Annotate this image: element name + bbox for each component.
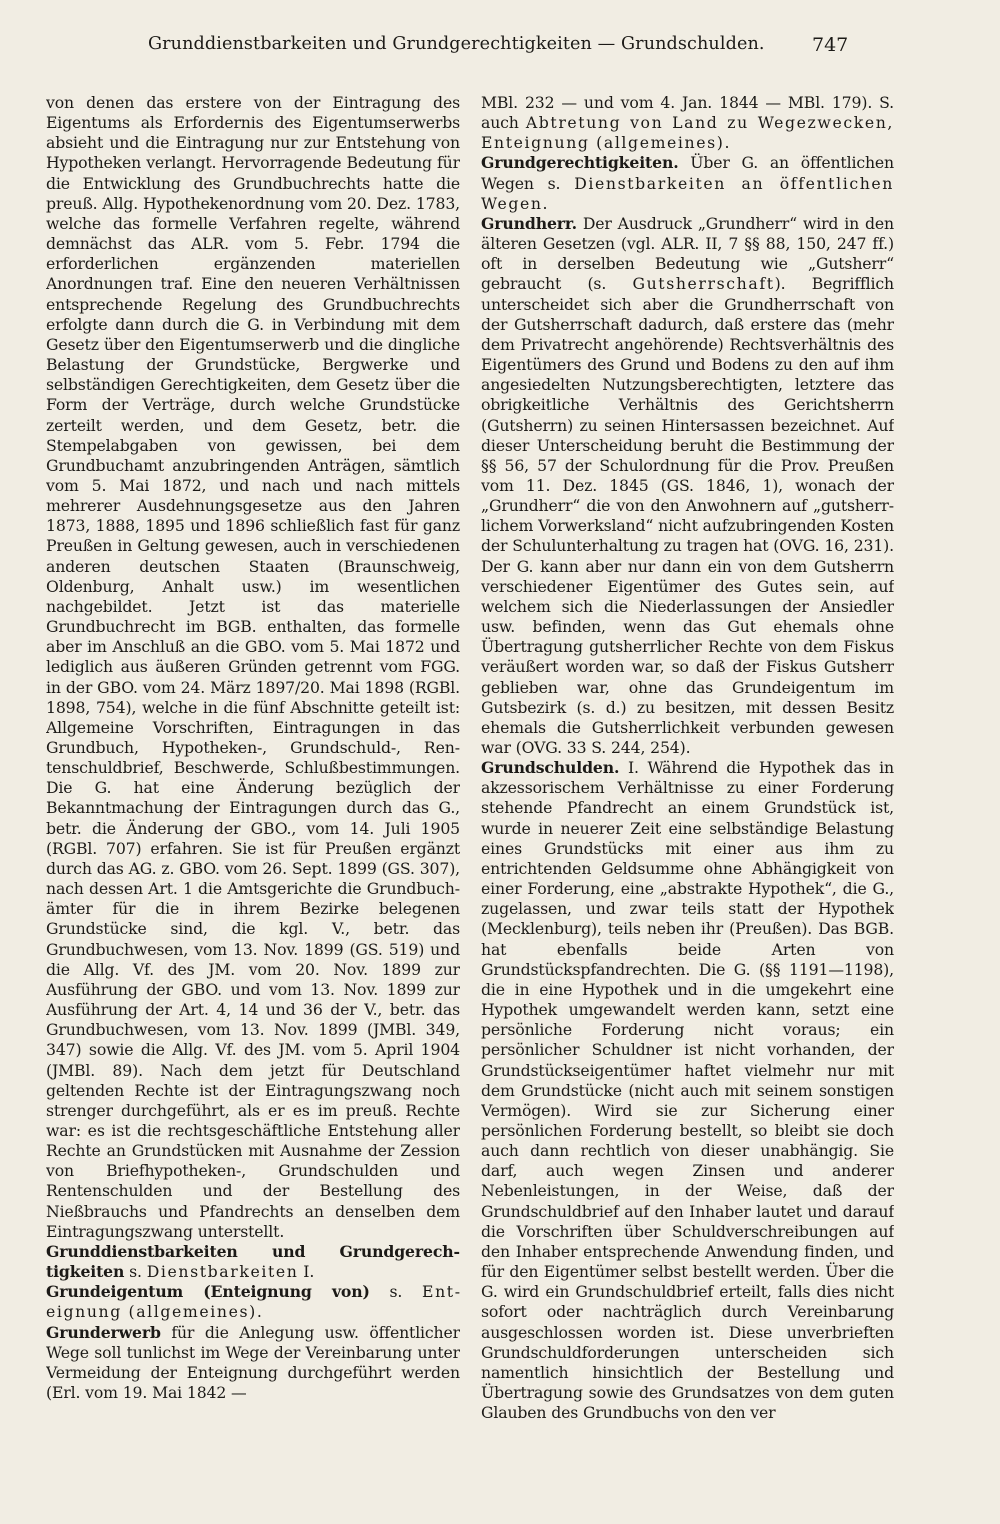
entry-grundgerechtigkeiten <box>481 153 894 213</box>
paragraph-grundbuch-continued: von denen das erstere von der Eintragung des Eigentums als Erfordernis des Eigentumserwerbs absieht und die Eintragung nur zur Entstehung von Hypotheken verlangt. Hervorragende Bedeutung für die Entwicklung des Grundbuchrechts hatte die preuß. Allg. Hypothekenordnung vom 20. Dez. 1783, welche das formelle Verfahren regelte, während demnächst das ALR. vom 5. Febr. 1794 die erforderlichen ergänzenden materiellen Anordnungen traf. Eine den neueren Verhältnissen entsprechende Regelung des Grundbuchrechts erfolgte dann durch die G. in Verbindung mit dem Gesetz über den Eigentumserwerb und die dingliche Belastung der Grundstücke, Bergwerke und selbständigen Gerechtigkeiten, dem Gesetz über die Form der Verträge, durch welche Grundstücke zerteilt werden, und dem Gesetz, betr. die Stempelabgaben von gewissen, bei dem Grundbuchamt anzubringenden Anträgen, sämtlich vom 5. Mai 1872, und nach und nach mittels mehrerer Ausdehnungsgesetze aus den Jahren 1873, 1888, 1895 und 1896 schließlich fast für ganz Preußen in Geltung gewesen, auch in verschiedenen anderen deutschen Staaten (Braunschweig, Oldenburg, Anhalt usw.) im wesentlichen nachgebildet. Jetzt ist das materielle Grundbuchrecht im BGB. enthalten, das formelle aber im Anschluß an die GBO. vom 5. Mai 1872 und lediglich aus äußeren Gründen getrennt vom FGG. in der GBO. vom 24. März 1897/20. Mai 1898 (RGBl. 1898, 754), welche in die fünf Abschnitte geteilt ist: Allgemeine Vorschriften, Eintragungen in das Grundbuch, Hypotheken-, Grundschuld-, Rentenschuldbrief, Beschwerde, Schlußbestimmungen. Die G. hat eine Änderung bezüglich der Bekanntmachung der Eintragungen durch das G., betr. die Änderung der GBO., vom 14. Juli 1905 (RGBl. 707) erfahren. Sie ist für Preußen ergänzt durch das AG. z. GBO. vom 26. Sept. 1899 (GS. 307), nach dessen Art. 1 die Amtsgerichte die Grundbuchämter für die in ihrem Bezirke belegenen Grundstücke sind, die kgl. V., betr. das Grundbuchwesen, vom 13. Nov. 1899 (GS. 519) und die Allg. Vf. des JM. vom 20. Nov. 1899 zur Ausführung der GBO. und vom 13. Nov. 1899 zur Ausführung der Art. 4, 14 und 36 der V., betr. das Grundbuchwesen, vom 13. Nov. 1899 (JMBl. 349, 347) sowie die Allg. Vf. des JM. vom 5. April 1904 (JMBl. 89). Nach dem jetzt für Deutschland geltenden Rechte ist der Eintragungszwang noch strenger durchgeführt, als er es im preuß. Rechte war: es ist die rechtsgeschäftliche Entstehung aller Rechte an Grundstücken mit Ausnahme der Zession von Briefhypotheken-, Grundschulden und Rentenschulden und der Bestellung des Nießbrauchs und Pfandrechts an denselben dem Eintragungszwang unterstellt. <box>46 93 460 1241</box>
entry-text: Über G. an öffentlichen Wegen s. <box>481 153 894 193</box>
entry-grundherr <box>481 214 894 758</box>
entry-text: s. <box>124 1262 147 1282</box>
entry-head: Grunderwerb <box>46 1322 161 1342</box>
entry-text: für die Anlegung usw. öffentlicher Wege soll tunlichst im Wege der Vereinbarung unter Vermeidung der Enteignung durchgeführt werden (Erl. vom 19. Mai 1842 — <box>46 1322 460 1402</box>
entry-grundschulden <box>481 758 894 1423</box>
entry-text: Der Ausdruck „Grundherr“ wird in den älteren Gesetzen (vgl. ALR. II, 7 §§ 88, 150, 247 ff.) oft in derselben Bedeutung wie „Gutsherr“ gebraucht (s. <box>481 213 894 294</box>
entry-text: ). Begrifflich unterscheidet sich aber die Grundherrschaft von der Gutsherrschaft dadurch, daß erstere das (mehr dem Privatrecht angehörende) Rechtsverhältnis des Eigentümers des Grund und Bodens zu den auf ihm angesiedelten Nutzungsberechtigten, letztere das obrigkeitliche Verhältnis des Gerichtsherrn (Gutsherrn) zu seinen Hintersassen bezeichnet. Auf dieser Unterscheidung beruht die Bestimmung der §§ 56, 57 der Schulordnung für die Prov. Preußen vom 11. Dez. 1845 (GS. 1846, 1), wonach der „Grundherr“ die von den Anwohnern auf „gutsherrlichem Vorwerksland“ nicht aufzubringenden Kosten der Schulunterhaltung zu tragen hat (OVG. 16, 231). Der G. kann aber nur dann ein von dem Gutsherrn verschiedener Eigentümer des Gutes sein, auf welchem sich die Niederlassungen der Ansiedler usw. befinden, wenn das Gut ehemals ohne Übertragung gutsherrlicher Rechte von dem Fiskus veräußert worden war, so daß der Fiskus Gutsherr geblieben war, ohne das Grundeigentum im Gutsbezirk (s. d.) zu besitzen, mit dessen Besitz ehemals die Gutsherrlichkeit verbunden gewesen war (OVG. 33 S. 244, 254). <box>481 274 894 757</box>
entry-grunderwerb <box>46 1323 460 1404</box>
left-column <box>46 93 460 1513</box>
entry-head: Grundeigentum (Enteignung von) <box>46 1282 370 1302</box>
entry-text: MBl. 232 — und vom 4. Jan. 1844 — MBl. 179). S. auch <box>481 93 894 133</box>
page-header <box>0 34 1000 70</box>
cross-reference: Dienstbarkeiten <box>146 1262 299 1282</box>
entry-head: Grundgerechtigkeiten. <box>481 153 679 173</box>
entry-grunddienstbarkeiten <box>46 1242 460 1282</box>
entry-text: s. <box>369 1282 423 1302</box>
running-title: Grunddienstbarkeiten und Grundgerechtigkeiten — Grundschulden. <box>148 34 765 54</box>
entry-head: Grunddienstbarkeiten und Grundgerechtigkeiten <box>46 1241 460 1282</box>
cross-reference: Gutsherrschaft <box>632 274 775 294</box>
entry-head: Grundschulden. <box>481 758 620 778</box>
page-number: 747 <box>812 34 849 56</box>
entry-grundeigentum <box>46 1282 460 1322</box>
entry-head: Grundherr. <box>481 213 577 233</box>
cross-reference: Enteignung (allgemeines). <box>46 1282 460 1322</box>
right-column <box>481 93 894 1513</box>
cross-reference: Abtretung von Land zu Wegezwecken, Enteignung (allgemeines). <box>481 113 894 153</box>
entry-text: I. Während die Hypothek das in akzessorischem Verhältnisse zu einer Forderung stehende Pfandrecht an einem Grundstück ist, wurde in neuerer Zeit eine selbständige Belastung eines Grundstücks mit einer aus ihm zu entrichtenden Geldsumme ohne Abhängigkeit von einer Forderung, eine „abstrakte Hypothek“, die G., zugelassen, und zwar teils statt der Hypothek (Mecklenburg), teils neben ihr (Preußen). Das BGB. hat ebenfalls beide Arten von Grundstückspfandrechten. Die G. (§§ 1191—1198), die in eine Hypothek und in die umgekehrt eine Hypothek umgewandelt werden kann, setzt eine persönliche Forderung nicht voraus; ein persönlicher Schuldner ist nicht vorhanden, der Grundstückseigentümer haftet vielmehr nur mit dem Grundstücke (nicht auch mit seinem sonstigen Vermögen). Wird sie zur Sicherung einer persönlichen Forderung bestellt, so bleibt sie doch auch dann rechtlich von dieser unabhängig. Sie darf, auch wegen Zinsen und anderer Nebenleistungen, in der Weise, daß der Grundschuldbrief auf den Inhaber lautet und darauf die Vorschriften über Schuldverschreibungen auf den Inhaber entsprechende Anwendung finden, und für den Eigentümer selbst bestellt werden. Über die G. wird ein Grundschuldbrief erteilt, falls dies nicht sofort oder nachträglich durch Vereinbarung ausgeschlossen worden ist. Diese unverbrieften Grundschuldforderungen unterscheiden sich namentlich hinsichtlich der Bestellung und Übertragung sowie des Grundsatzes von dem guten Glauben des Grundbuchs von den ver <box>481 758 894 1423</box>
paragraph-grunderwerb-continued <box>481 93 894 153</box>
cross-reference: Dienstbarkeiten an öffentlichen Wegen. <box>481 173 894 213</box>
entry-text: I. <box>298 1262 315 1282</box>
